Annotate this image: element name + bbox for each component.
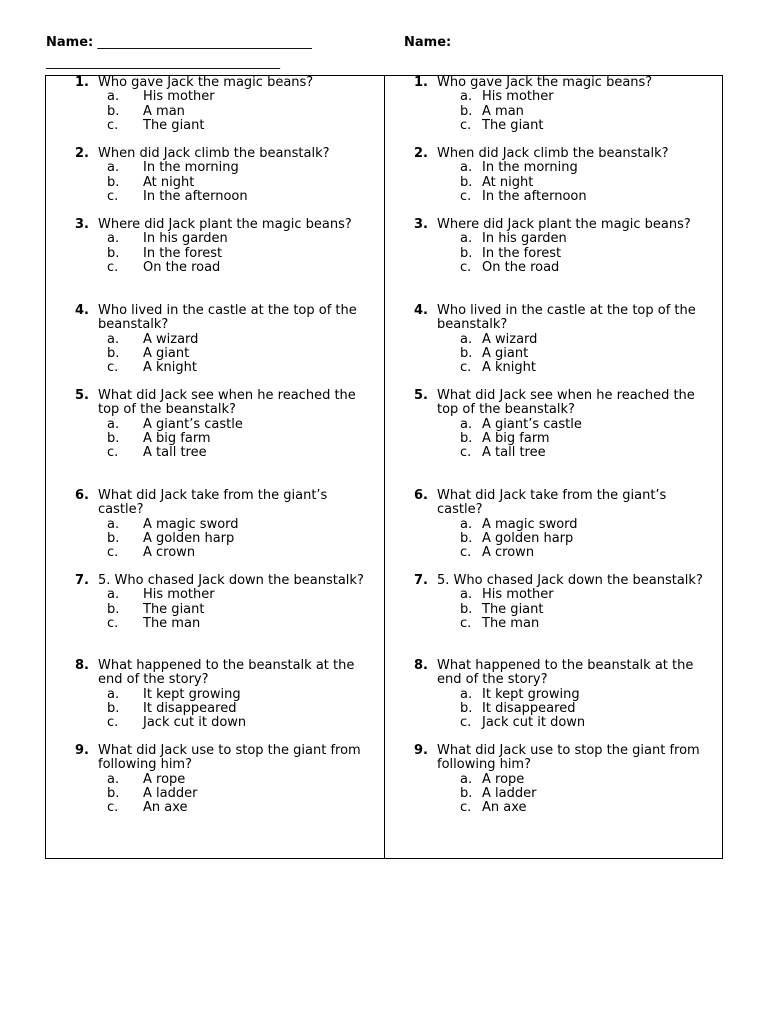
answer-option[interactable] <box>46 716 382 730</box>
option-text: The man <box>482 615 540 631</box>
question-number: 9. <box>75 743 89 758</box>
option-text: The giant <box>482 601 544 617</box>
answer-option[interactable] <box>385 773 721 787</box>
question-prompt <box>385 659 721 688</box>
option-letter: b. <box>107 103 120 119</box>
name-label-right: Name: <box>404 35 452 50</box>
question-number: 3. <box>75 217 89 232</box>
question-number: 1. <box>414 75 428 90</box>
answer-option[interactable] <box>46 361 382 375</box>
option-letter: c. <box>460 445 472 461</box>
question-number: 6. <box>414 488 428 503</box>
question-prompt <box>46 489 382 518</box>
option-text: An axe <box>482 800 527 816</box>
question-number: 5. <box>414 388 428 403</box>
option-letter: b. <box>460 530 473 546</box>
option-letter: b. <box>107 530 120 546</box>
question-prompt <box>46 389 382 418</box>
question-text: What did Jack see when he reached the top of the beanstalk? <box>437 388 695 418</box>
question-6-left <box>46 489 382 560</box>
question-4-left <box>46 304 382 375</box>
question-text: 5. Who chased Jack down the beanstalk? <box>98 573 364 588</box>
option-text: The giant <box>143 601 205 617</box>
question-text: What did Jack take from the giant’s castle? <box>98 488 328 518</box>
answer-option[interactable] <box>385 716 721 730</box>
option-text: The giant <box>482 117 544 133</box>
option-letter: b. <box>460 700 473 716</box>
option-letter: a. <box>460 771 473 787</box>
question-prompt <box>385 389 721 418</box>
answer-option[interactable] <box>46 232 382 246</box>
option-letter: b. <box>460 601 473 617</box>
question-text: What did Jack use to stop the giant from following him? <box>98 743 361 773</box>
option-letter: a. <box>460 516 473 532</box>
question-7-right <box>385 574 721 631</box>
option-text: A giant <box>482 345 529 361</box>
answer-option[interactable] <box>46 801 382 815</box>
answer-option[interactable] <box>385 532 721 546</box>
question-7-left <box>46 574 382 631</box>
option-text: It kept growing <box>143 686 241 702</box>
option-letter: a. <box>107 516 120 532</box>
question-number: 8. <box>414 658 428 673</box>
name-field-left[interactable] <box>46 36 312 50</box>
answer-option[interactable] <box>46 333 382 347</box>
option-letter: b. <box>107 174 120 190</box>
answer-option[interactable] <box>385 361 721 375</box>
option-text: A big farm <box>482 430 550 446</box>
option-text: Jack cut it down <box>143 715 247 731</box>
answer-option[interactable] <box>385 176 721 190</box>
question-9-left <box>46 744 382 815</box>
question-6-right <box>385 489 721 560</box>
answer-option[interactable] <box>385 702 721 716</box>
option-letter: c. <box>460 188 472 204</box>
question-number: 1. <box>75 75 89 90</box>
question-1-left <box>46 76 382 133</box>
answer-option[interactable] <box>385 446 721 460</box>
option-letter: b. <box>107 785 120 801</box>
option-text: A knight <box>482 360 536 376</box>
name-blank-line-right: ____________________________________ <box>46 55 280 70</box>
option-text: A crown <box>482 545 535 561</box>
question-prompt <box>46 659 382 688</box>
option-letter: c. <box>460 800 472 816</box>
question-prompt <box>46 574 382 588</box>
question-prompt <box>385 489 721 518</box>
answer-option[interactable] <box>385 232 721 246</box>
name-blank-line: _________________________________ <box>97 35 312 50</box>
option-text: A magic sword <box>482 516 578 532</box>
question-1-right <box>385 76 721 133</box>
answer-option[interactable] <box>385 432 721 446</box>
option-letter: c. <box>460 360 472 376</box>
question-2-left <box>46 147 382 204</box>
question-text: What happened to the beanstalk at the end of the story? <box>437 658 694 688</box>
answer-option[interactable] <box>46 532 382 546</box>
option-letter: b. <box>107 345 120 361</box>
option-text: A giant’s castle <box>143 416 243 432</box>
answer-option[interactable] <box>46 105 382 119</box>
question-number: 4. <box>414 303 428 318</box>
question-4-right <box>385 304 721 375</box>
question-9-right <box>385 744 721 815</box>
option-text: His mother <box>482 587 554 603</box>
option-letter: b. <box>460 785 473 801</box>
option-text: A golden harp <box>143 530 235 546</box>
question-number: 7. <box>414 573 428 588</box>
answer-option[interactable] <box>46 787 382 801</box>
answer-option[interactable] <box>46 518 382 532</box>
option-letter: a. <box>107 231 120 247</box>
option-letter: a. <box>107 416 120 432</box>
answer-option[interactable] <box>385 603 721 617</box>
question-3-right <box>385 218 721 275</box>
answer-option[interactable] <box>385 617 721 631</box>
question-text: Who lived in the castle at the top of the beanstalk? <box>437 303 696 333</box>
question-prompt <box>385 218 721 232</box>
option-letter: a. <box>460 416 473 432</box>
answer-option[interactable] <box>385 90 721 104</box>
option-text: An axe <box>143 800 188 816</box>
option-letter: c. <box>107 360 119 376</box>
question-number: 9. <box>414 743 428 758</box>
option-text: Jack cut it down <box>482 715 586 731</box>
answer-option[interactable] <box>46 190 382 204</box>
question-prompt <box>385 304 721 333</box>
question-number: 8. <box>75 658 89 673</box>
option-text: At night <box>143 174 195 190</box>
option-text: His mother <box>143 587 215 603</box>
question-number: 6. <box>75 488 89 503</box>
option-letter: a. <box>107 771 120 787</box>
option-letter: b. <box>460 103 473 119</box>
option-letter: c. <box>107 545 119 561</box>
option-letter: c. <box>107 715 119 731</box>
option-text: In the morning <box>143 160 239 176</box>
option-text: A man <box>482 103 524 119</box>
question-5-left <box>46 389 382 460</box>
option-text: In the forest <box>143 245 223 261</box>
answer-option[interactable] <box>46 446 382 460</box>
question-number: 2. <box>414 146 428 161</box>
question-prompt <box>385 574 721 588</box>
answer-option[interactable] <box>385 333 721 347</box>
answer-option[interactable] <box>385 418 721 432</box>
answer-option[interactable] <box>385 161 721 175</box>
option-letter: a. <box>460 231 473 247</box>
question-8-left <box>46 659 382 730</box>
question-prompt <box>46 218 382 232</box>
option-letter: a. <box>460 89 473 105</box>
option-text: A tall tree <box>143 445 207 461</box>
option-text: A giant <box>143 345 190 361</box>
option-letter: c. <box>460 545 472 561</box>
option-text: In the afternoon <box>482 188 587 204</box>
option-letter: c. <box>107 445 119 461</box>
option-letter: b. <box>460 174 473 190</box>
question-text: When did Jack climb the beanstalk? <box>98 146 330 161</box>
option-text: The man <box>143 615 201 631</box>
question-prompt <box>385 744 721 773</box>
question-2-right <box>385 147 721 204</box>
question-text: Where did Jack plant the magic beans? <box>437 217 691 232</box>
answer-option[interactable] <box>46 176 382 190</box>
question-text: What did Jack take from the giant’s castle? <box>437 488 667 518</box>
option-letter: c. <box>460 615 472 631</box>
question-prompt <box>385 76 721 90</box>
option-text: It kept growing <box>482 686 580 702</box>
question-text: Who gave Jack the magic beans? <box>437 75 653 90</box>
question-number: 2. <box>75 146 89 161</box>
option-letter: c. <box>107 615 119 631</box>
option-text: In his garden <box>482 231 567 247</box>
option-letter: c. <box>460 715 472 731</box>
question-3-left <box>46 218 382 275</box>
question-prompt <box>46 76 382 90</box>
answer-option[interactable] <box>385 119 721 133</box>
name-field-right[interactable] <box>404 36 451 50</box>
option-letter: c. <box>460 117 472 133</box>
option-letter: c. <box>107 117 119 133</box>
answer-option[interactable] <box>46 247 382 261</box>
option-text: It disappeared <box>482 700 576 716</box>
question-text: Who gave Jack the magic beans? <box>98 75 314 90</box>
option-letter: c. <box>107 259 119 275</box>
option-letter: b. <box>107 700 120 716</box>
question-number: 7. <box>75 573 89 588</box>
answer-option[interactable] <box>46 603 382 617</box>
option-letter: b. <box>107 245 120 261</box>
question-number: 4. <box>75 303 89 318</box>
option-letter: a. <box>460 160 473 176</box>
answer-option[interactable] <box>46 161 382 175</box>
option-letter: a. <box>107 89 120 105</box>
question-8-right <box>385 659 721 730</box>
option-text: A rope <box>143 771 186 787</box>
answer-option[interactable] <box>46 773 382 787</box>
answer-option[interactable] <box>46 261 382 275</box>
answer-option[interactable] <box>385 518 721 532</box>
option-text: A ladder <box>482 785 537 801</box>
option-letter: a. <box>460 686 473 702</box>
quiz-box <box>45 75 723 859</box>
name-label: Name: <box>46 35 94 50</box>
option-text: In the morning <box>482 160 578 176</box>
option-text: A crown <box>143 545 196 561</box>
question-number: 3. <box>414 217 428 232</box>
option-letter: b. <box>107 601 120 617</box>
option-letter: b. <box>460 430 473 446</box>
option-text: A magic sword <box>143 516 239 532</box>
answer-option[interactable] <box>385 787 721 801</box>
option-letter: c. <box>460 259 472 275</box>
option-text: It disappeared <box>143 700 237 716</box>
option-letter: a. <box>460 331 473 347</box>
answer-option[interactable] <box>385 546 721 560</box>
option-text: His mother <box>482 89 554 105</box>
question-number: 5. <box>75 388 89 403</box>
question-prompt <box>46 147 382 161</box>
option-text: A man <box>143 103 185 119</box>
answer-option[interactable] <box>46 702 382 716</box>
option-letter: b. <box>107 430 120 446</box>
option-letter: a. <box>107 160 120 176</box>
option-text: A wizard <box>482 331 538 347</box>
answer-option[interactable] <box>46 432 382 446</box>
answer-option[interactable] <box>385 190 721 204</box>
answer-option[interactable] <box>46 418 382 432</box>
option-text: At night <box>482 174 534 190</box>
answer-option[interactable] <box>385 801 721 815</box>
answer-option[interactable] <box>46 119 382 133</box>
answer-option[interactable] <box>385 347 721 361</box>
answer-option[interactable] <box>385 688 721 702</box>
option-text: The giant <box>143 117 205 133</box>
answer-option[interactable] <box>46 617 382 631</box>
option-text: In the afternoon <box>143 188 248 204</box>
option-text: A rope <box>482 771 525 787</box>
answer-option[interactable] <box>46 90 382 104</box>
question-text: What happened to the beanstalk at the end of the story? <box>98 658 355 688</box>
option-text: On the road <box>143 259 221 275</box>
option-text: A giant’s castle <box>482 416 582 432</box>
question-text: 5. Who chased Jack down the beanstalk? <box>437 573 703 588</box>
question-prompt <box>46 744 382 773</box>
question-text: Who lived in the castle at the top of the beanstalk? <box>98 303 357 333</box>
answer-option[interactable] <box>385 588 721 602</box>
answer-option[interactable] <box>385 105 721 119</box>
question-5-right <box>385 389 721 460</box>
question-prompt <box>385 147 721 161</box>
option-letter: a. <box>107 587 120 603</box>
question-text: When did Jack climb the beanstalk? <box>437 146 669 161</box>
option-letter: b. <box>460 345 473 361</box>
option-letter: c. <box>107 188 119 204</box>
answer-option[interactable] <box>46 588 382 602</box>
option-text: A ladder <box>143 785 198 801</box>
option-text: A wizard <box>143 331 199 347</box>
option-text: A tall tree <box>482 445 546 461</box>
option-text: On the road <box>482 259 560 275</box>
answer-option[interactable] <box>46 347 382 361</box>
option-letter: a. <box>460 587 473 603</box>
option-letter: c. <box>107 800 119 816</box>
question-text: Where did Jack plant the magic beans? <box>98 217 352 232</box>
answer-option[interactable] <box>46 688 382 702</box>
option-letter: a. <box>107 331 120 347</box>
answer-option[interactable] <box>385 261 721 275</box>
question-prompt <box>46 304 382 333</box>
option-text: His mother <box>143 89 215 105</box>
option-text: In the forest <box>482 245 562 261</box>
option-text: A golden harp <box>482 530 574 546</box>
option-letter: b. <box>460 245 473 261</box>
option-letter: a. <box>107 686 120 702</box>
question-text: What did Jack use to stop the giant from following him? <box>437 743 700 773</box>
answer-option[interactable] <box>46 546 382 560</box>
option-text: A big farm <box>143 430 211 446</box>
option-text: In his garden <box>143 231 228 247</box>
option-text: A knight <box>143 360 197 376</box>
question-text: What did Jack see when he reached the top of the beanstalk? <box>98 388 356 418</box>
answer-option[interactable] <box>385 247 721 261</box>
